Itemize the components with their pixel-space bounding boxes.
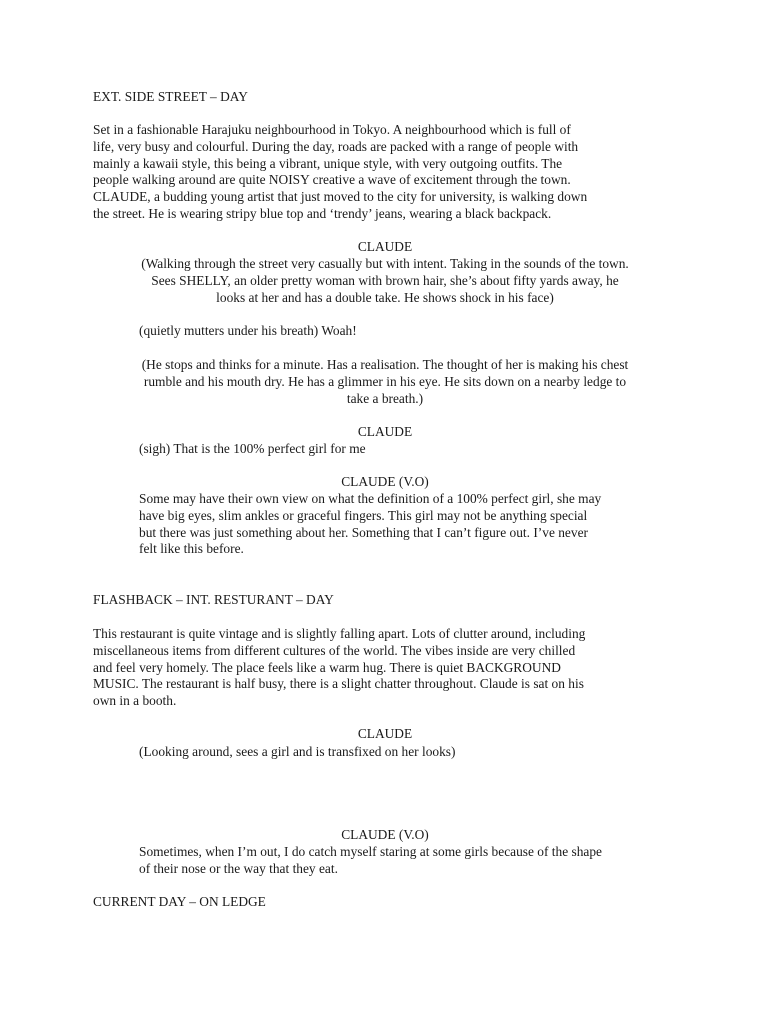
parenthetical-line: looks at her and has a double take. He shows shock in his face) [216,289,554,305]
scene-heading-flashback: FLASHBACK – INT. RESTURANT – DAY [93,592,334,607]
parenthetical-line: rumble and his mouth dry. He has a glimmer in his eye. He sits down on a nearby ledge to [143,373,627,389]
parenthetical-walking [90,256,680,306]
scene-heading-current-day: CURRENT DAY – ON LEDGE [93,894,266,909]
action-line: the street. He is wearing stripy blue top and ‘trendy’ jeans, wearing a black backpack. [93,205,552,221]
parenthetical-line: take a breath.) [346,390,424,406]
action-line: and feel very homely. The place feels like a warm hug. There is quiet BACKGROUND [93,659,561,675]
action-harajuku [93,122,678,223]
dialogue-definition [139,491,684,558]
action-line: Set in a fashionable Harajuku neighbourhood in Tokyo. A neighbourhood which is full of [93,122,571,137]
character-claude: CLAUDE [357,726,413,741]
parenthetical-realisation [90,357,680,407]
character-claude-vo: CLAUDE (V.O) [341,474,429,489]
parenthetical-line: (Walking through the street very casually but with intent. Taking in the sounds of the town. [141,256,629,271]
dialogue-line: of their nose or the way that they eat. [139,860,338,876]
action-line: MUSIC. The restaurant is half busy, there is a slight chatter throughout. Claude is sat on his [93,676,584,692]
character-claude: CLAUDE [357,424,413,439]
dialogue-perfect-girl: (sigh) That is the 100% perfect girl for me [139,441,366,456]
parenthetical-line: (He stops and thinks for a minute. Has a realisation. The thought of her is making his chest [141,357,629,372]
dialogue-line: Some may have their own view on what the definition of a 100% perfect girl, she may [139,491,602,506]
dialogue-line: but there was just something about her. Something that I can’t figure out. I’ve never [139,524,588,540]
dialogue-line: felt like this before. [139,541,244,557]
dialogue-staring [139,844,684,878]
action-line: own in a booth. [93,693,177,709]
scene-heading-side-street: EXT. SIDE STREET – DAY [93,89,248,104]
action-line: CLAUDE, a budding young artist that just moved to the city for university, is walking down [93,189,588,205]
dialogue-transfixed: (Looking around, sees a girl and is transfixed on her looks) [139,744,456,759]
action-restaurant [93,626,678,710]
character-claude: CLAUDE [357,239,413,254]
parenthetical-line: Sees SHELLY, an older pretty woman with brown hair, she’s about fifty yards away, he [151,272,619,288]
action-line: mainly a kawaii style, this being a vibrant, unique style, with very outgoing outfits. The [93,155,563,171]
dialogue-line: Sometimes, when I’m out, I do catch myself staring at some girls because of the shape [139,844,602,859]
action-line: This restaurant is quite vintage and is slightly falling apart. Lots of clutter around, including [93,626,586,641]
action-line: life, very busy and colourful. During the day, roads are packed with a range of people with [93,138,579,154]
action-line: miscellaneous items from different cultures of the world. The vibes inside are very chilled [93,642,576,658]
dialogue-line: have big eyes, slim ankles or graceful fingers. This girl may not be anything special [139,507,588,523]
action-line: people walking around are quite NOISY creative a wave of excitement through the town. [93,172,571,188]
character-claude-vo: CLAUDE (V.O) [341,827,429,842]
dialogue-woah: (quietly mutters under his breath) Woah! [139,323,357,338]
